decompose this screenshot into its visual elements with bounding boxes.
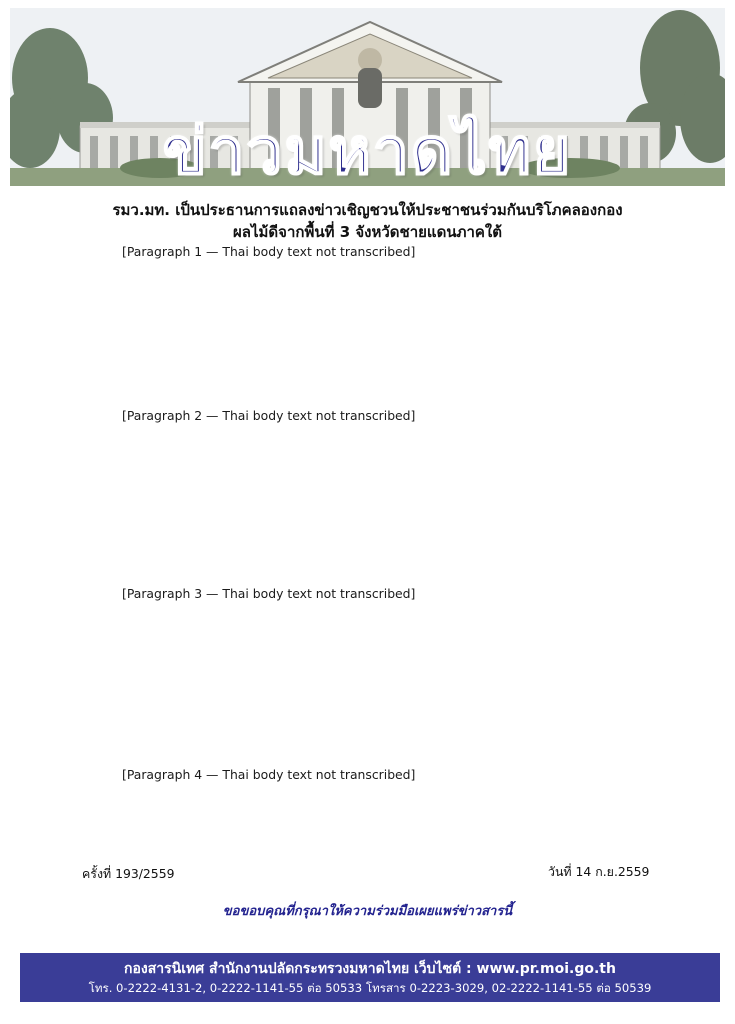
body-paragraph-1: [Paragraph 1 — Thai body text not transcribed] [122, 244, 416, 259]
headline-line-1: รมว.มท. เป็นประธานการแถลงข่าวเชิญชวนให้ประชาชนร่วมกันบริโภคลองกอง [112, 201, 623, 219]
masthead-title: ข่าวมหาดไทย [162, 115, 573, 186]
footer-phone-fax: โทร. 0-2222-4131-2, 0-2222-1141-55 ต่อ 50533 โทรสาร 0-2223-3029, 02-2222-1141-55 ต่อ 50539 [88, 981, 652, 995]
closing-thanks: ขอขอบคุณที่กรุณาให้ความร่วมมือเผยแพร่ข่าวสารนี้ [222, 904, 513, 919]
body-paragraph-3: [Paragraph 3 — Thai body text not transcribed] [122, 586, 416, 601]
headline-line-2: ผลไม้ดีจากพื้นที่ 3 จังหวัดชายแดนภาคใต้ [233, 223, 502, 241]
release-date: วันที่ 14 ก.ย.2559 [548, 864, 650, 879]
footer-contact-bar [20, 953, 720, 1002]
body-paragraph-4: [Paragraph 4 — Thai body text not transcribed] [122, 767, 416, 782]
footer-office-website: กองสารนิเทศ สำนักงานปลัดกระทรวงมหาดไทย เว็บไซต์ : www.pr.moi.go.th [124, 961, 616, 977]
issue-number: ครั้งที่ 193/2559 [82, 866, 175, 881]
body-paragraph-2: [Paragraph 2 — Thai body text not transcribed] [122, 408, 416, 423]
masthead-banner [10, 8, 725, 186]
